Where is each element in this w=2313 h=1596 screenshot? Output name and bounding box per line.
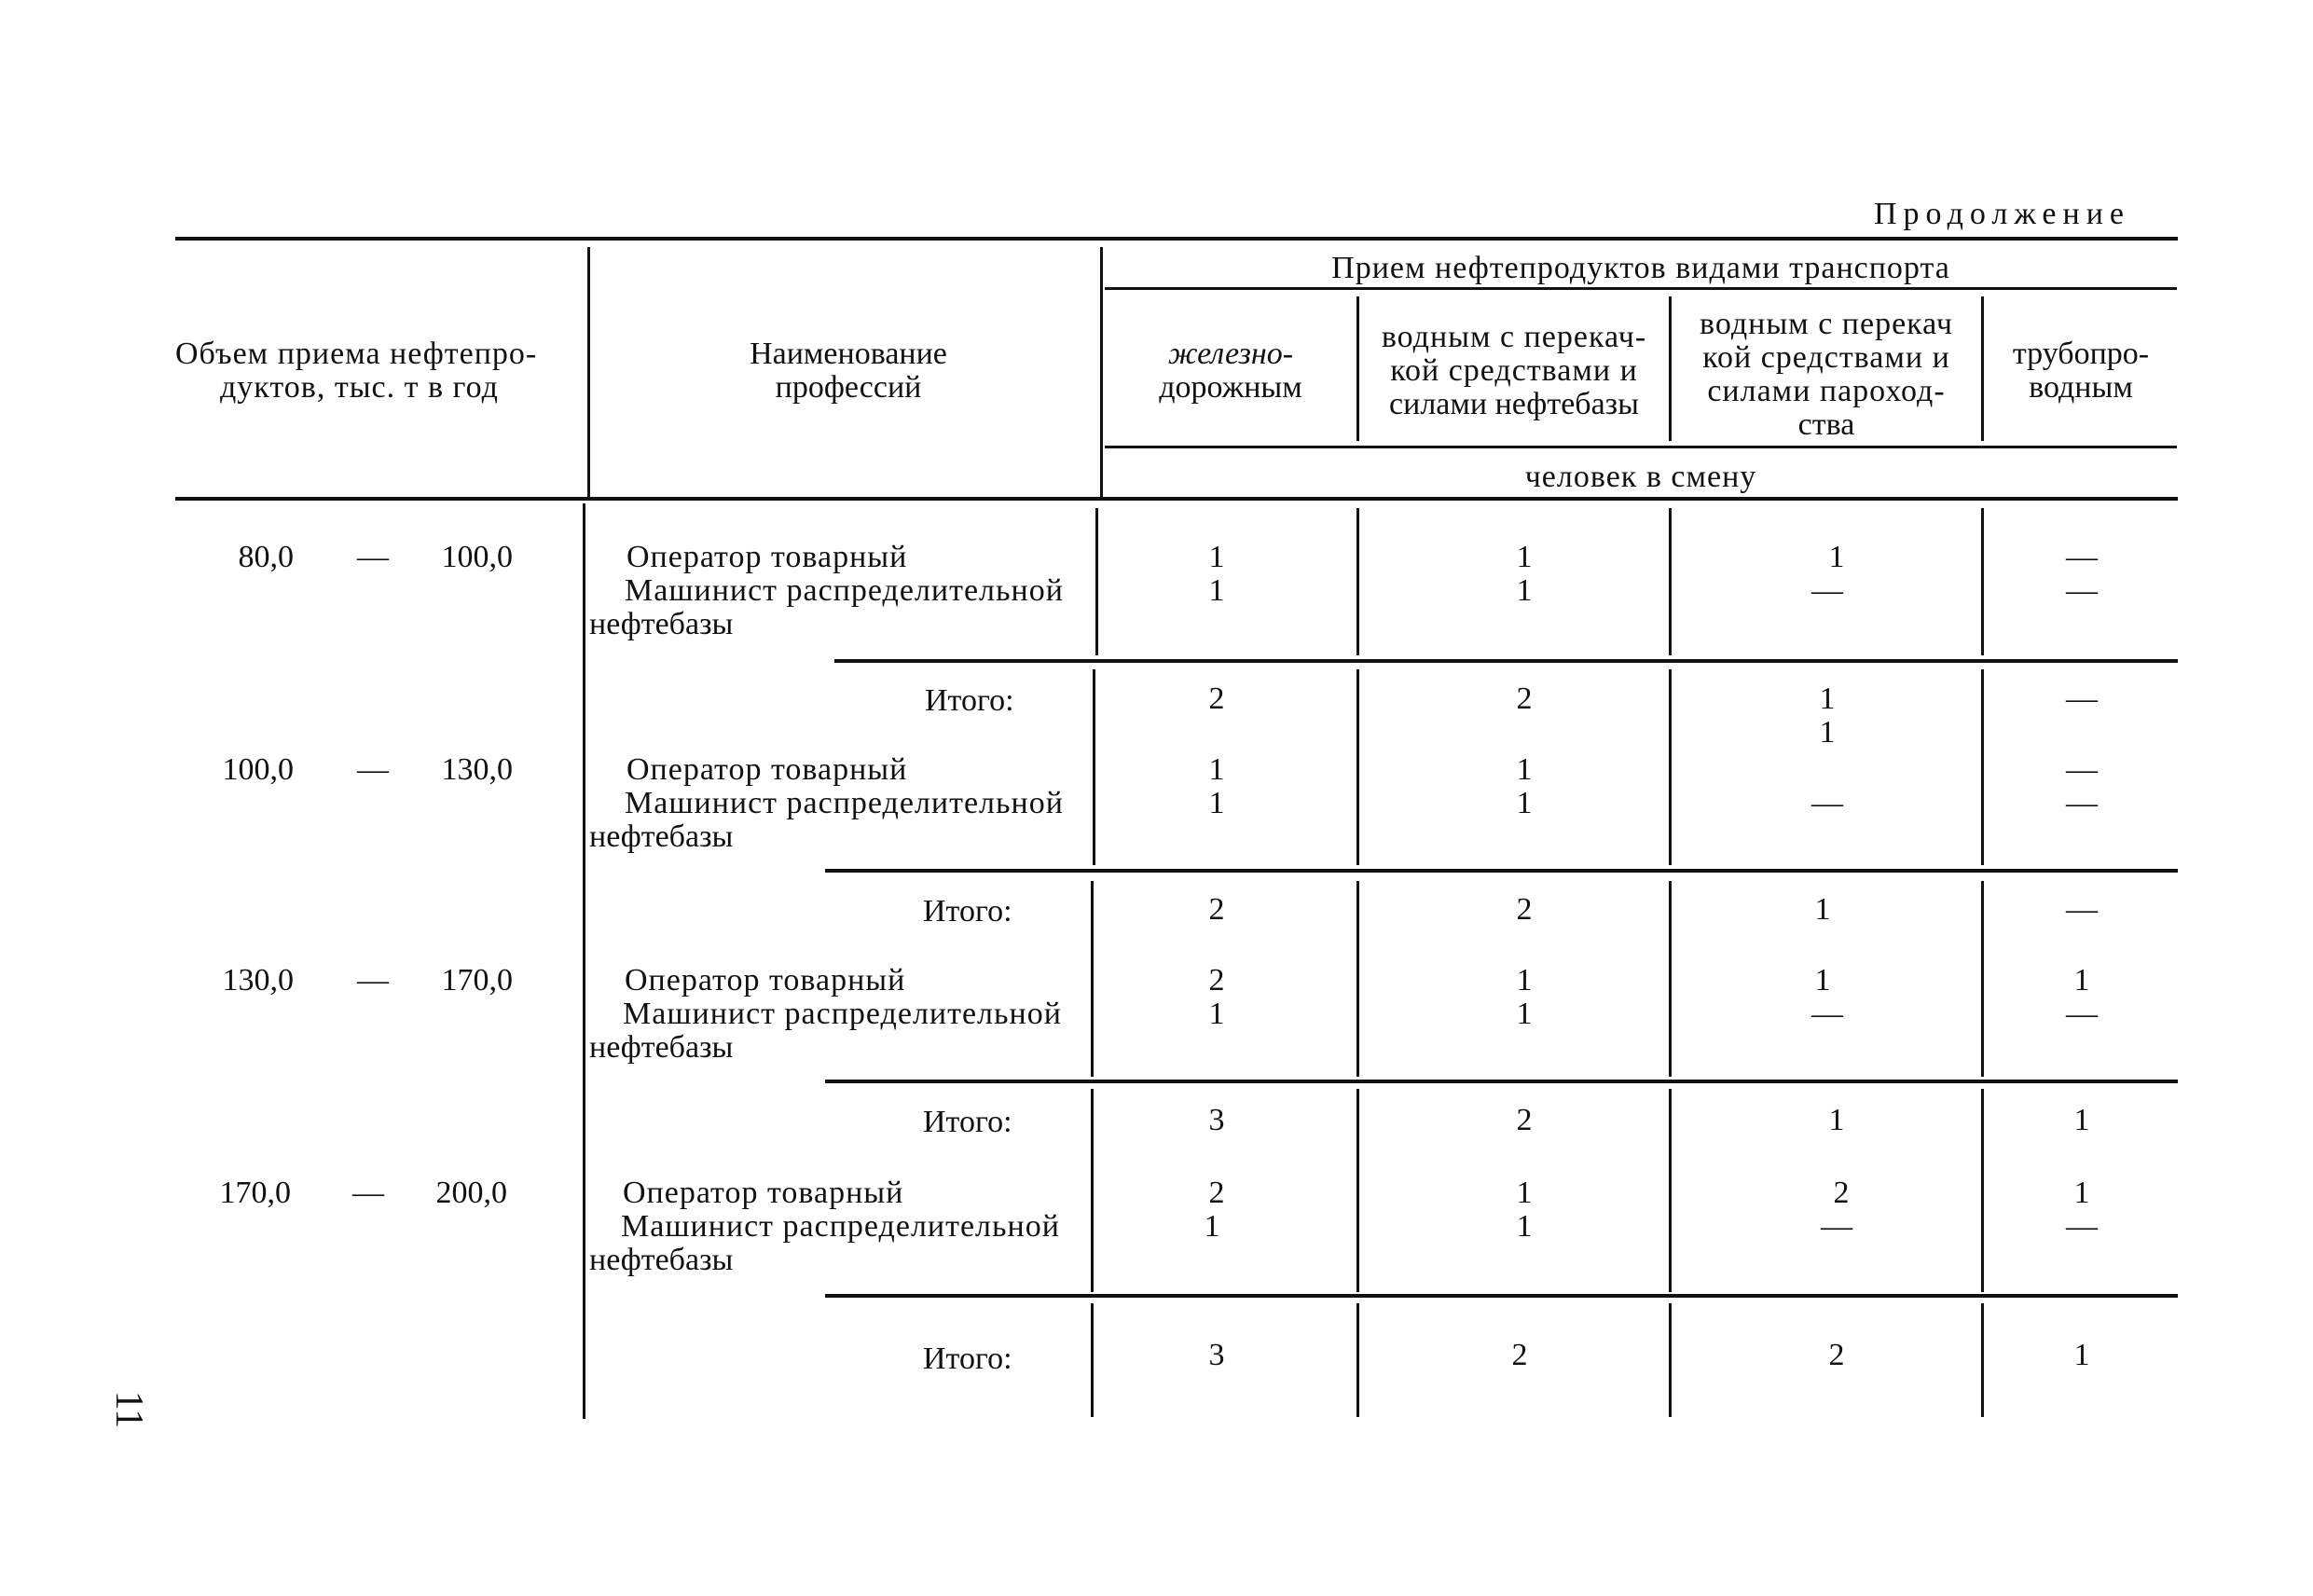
block1-r2-water-ship: — (1811, 573, 1843, 608)
block3-total-water-depot: 2 (1516, 1103, 1533, 1137)
body-vline-c1 (1669, 508, 1672, 655)
header-water-ship-line3: силами пароход- (1707, 374, 1946, 408)
block3-dash: — (357, 963, 389, 998)
body-vline-d4 (1981, 1089, 1984, 1292)
block1-prof2b: нефтебазы (589, 607, 734, 641)
block1-vol-from: 80,0 (238, 540, 294, 574)
table-top-rule (175, 237, 2178, 241)
block2-prof2a: Машинист распределительной (625, 786, 1064, 820)
body-vline-b2 (1356, 669, 1359, 865)
block4-r2-water-ship: — (1821, 1209, 1852, 1244)
block3-r2-rail: 1 (1208, 997, 1225, 1031)
page-number: 11 (107, 1390, 151, 1429)
header-volume-line1: Объем приема нефтепро- (175, 337, 538, 371)
block2-total-label: Итого: (923, 894, 1012, 929)
body-vline-d3 (1981, 881, 1984, 1077)
body-vline-b5 (1356, 1303, 1359, 1417)
block3-r2-water-depot: 1 (1516, 997, 1533, 1031)
block4-r1-water-ship: 2 (1833, 1176, 1850, 1210)
block3-total-rail: 3 (1208, 1103, 1225, 1137)
block2-r2-pipe: — (2066, 786, 2098, 820)
block4-total-label: Итого: (923, 1341, 1012, 1376)
header-vline-transport (1100, 247, 1103, 497)
header-water-depot-line1: водным с перекач- (1381, 320, 1647, 354)
header-pipe-line1: трубопро- (2012, 337, 2150, 371)
block3-r1-rail: 2 (1208, 963, 1225, 998)
block3-r1-water-depot: 1 (1516, 963, 1533, 998)
block2-total-water-depot: 2 (1516, 892, 1533, 927)
header-pipe-line2: водным (2029, 370, 2133, 405)
block2-r2-water-ship: — (1811, 786, 1843, 820)
body-vline-d2 (1981, 669, 1984, 865)
body-vline-c5 (1669, 1303, 1672, 1417)
block2-total-pipe: — (2066, 892, 2098, 927)
block1-vol-to: 100,0 (441, 540, 513, 574)
block3-vol-from: 130,0 (222, 963, 294, 998)
block1-total-rail: 2 (1208, 681, 1225, 716)
block3-rule (825, 1080, 2178, 1083)
block1-total-pipe: — (2066, 681, 2098, 716)
block4-prof1: Оператор товарный (623, 1176, 904, 1210)
block1-r1-pipe: — (2066, 540, 2098, 574)
block4-prof2b: нефтебазы (589, 1243, 734, 1277)
block1-r2-water-depot: 1 (1516, 573, 1533, 608)
header-water-ship-line2: кой средствами и (1702, 340, 1950, 375)
block4-vol-from: 170,0 (219, 1176, 291, 1210)
header-profession-line1: Наименование (750, 337, 947, 371)
block2-r2-rail: 1 (1208, 786, 1225, 820)
block1-r1-rail: 1 (1208, 540, 1225, 574)
block1-r1-water-depot: 1 (1516, 540, 1533, 574)
block3-vol-to: 170,0 (441, 963, 513, 998)
block3-total-label: Итого: (923, 1105, 1012, 1139)
block1-rule (834, 659, 2178, 663)
block3-r2-water-ship: — (1811, 997, 1843, 1031)
body-vline-profession (583, 503, 585, 1419)
block1-extra-water-ship: 1 (1819, 715, 1836, 750)
block4-total-rail: 3 (1208, 1338, 1225, 1372)
block2-r1-water-depot: 1 (1516, 752, 1533, 787)
block2-r1-rail: 1 (1208, 752, 1225, 787)
header-rail-line1: железно- (1167, 337, 1294, 371)
header-vline-profession (587, 247, 590, 497)
block2-total-water-ship: 1 (1814, 892, 1831, 927)
header-rail-line2: дорожным (1159, 370, 1302, 405)
block2-r2-water-depot: 1 (1516, 786, 1533, 820)
block3-prof2a: Машинист распределительной (623, 997, 1062, 1031)
block2-prof2b: нефтебазы (589, 819, 734, 854)
header-unit-row: человек в смену (1524, 460, 1757, 494)
header-water-depot-line3: силами нефтебазы (1389, 387, 1639, 421)
block4-r2-water-depot: 1 (1516, 1209, 1533, 1244)
block4-r1-water-depot: 1 (1516, 1176, 1533, 1210)
block4-total-pipe: 1 (2073, 1338, 2090, 1372)
block4-r1-rail: 2 (1208, 1176, 1225, 1210)
block2-r1-pipe: — (2066, 752, 2098, 787)
header-volume-line2: дуктов, тыс. т в год (220, 370, 499, 405)
block4-r1-pipe: 1 (2073, 1176, 2090, 1210)
block2-rule (825, 869, 2178, 873)
body-vline-a5 (1091, 1303, 1094, 1417)
block1-total-water-depot: 2 (1516, 681, 1533, 716)
body-vline-a2 (1093, 669, 1095, 865)
continuation-label: Продолжение (1874, 197, 2131, 231)
body-vline-a4 (1091, 1089, 1094, 1292)
header-water-ship-line1: водным с перекач (1700, 307, 1953, 341)
body-vline-d5 (1981, 1303, 1984, 1417)
header-water-depot-line2: кой средствами и (1390, 353, 1638, 388)
block1-r1-water-ship: 1 (1828, 540, 1845, 574)
header-bottom-rule (175, 497, 2178, 501)
block3-r1-pipe: 1 (2073, 963, 2090, 998)
body-vline-a1 (1095, 508, 1098, 655)
header-group-title: Прием нефтепродуктов видами транспорта (1331, 251, 1950, 285)
body-vline-b1 (1356, 508, 1359, 655)
block2-dash: — (357, 752, 389, 787)
block2-vol-to: 130,0 (441, 752, 513, 787)
block1-dash: — (357, 540, 389, 574)
block1-total-label: Итого: (925, 683, 1014, 718)
block1-prof2a: Машинист распределительной (625, 573, 1064, 608)
block4-prof2a: Машинист распределительной (621, 1209, 1060, 1244)
body-vline-c4 (1669, 1089, 1672, 1292)
block4-total-water-depot: 2 (1511, 1338, 1528, 1372)
block1-total-water-ship: 1 (1819, 681, 1836, 716)
block3-r2-pipe: — (2066, 997, 2098, 1031)
body-vline-c2 (1669, 669, 1672, 865)
block4-r2-rail: 1 (1204, 1209, 1220, 1244)
block1-r2-pipe: — (2066, 573, 2098, 608)
header-water-ship-line4: ства (1797, 407, 1855, 442)
body-vline-b4 (1356, 1089, 1359, 1292)
header-profession-line2: профессий (775, 370, 922, 405)
block3-prof1: Оператор товарный (625, 963, 906, 998)
subheader-underline (1105, 446, 2177, 448)
block2-total-rail: 2 (1208, 892, 1225, 927)
group-underline (1105, 287, 2177, 290)
block1-prof1: Оператор товарный (626, 540, 908, 574)
block3-total-water-ship: 1 (1828, 1103, 1845, 1137)
block3-prof2b: нефтебазы (589, 1030, 734, 1065)
block2-vol-from: 100,0 (222, 752, 294, 787)
block1-r2-rail: 1 (1208, 573, 1225, 608)
block4-r2-pipe: — (2066, 1209, 2098, 1244)
block3-r1-water-ship: 1 (1814, 963, 1831, 998)
block2-prof1: Оператор товарный (626, 752, 908, 787)
body-vline-b3 (1356, 881, 1359, 1077)
block3-total-pipe: 1 (2073, 1103, 2090, 1137)
block4-total-water-ship: 2 (1828, 1338, 1845, 1372)
body-vline-a3 (1091, 881, 1094, 1077)
body-vline-d1 (1981, 508, 1984, 655)
block4-dash: — (352, 1176, 384, 1210)
body-vline-c3 (1669, 881, 1672, 1077)
block4-vol-to: 200,0 (435, 1176, 507, 1210)
block4-rule (825, 1294, 2178, 1298)
